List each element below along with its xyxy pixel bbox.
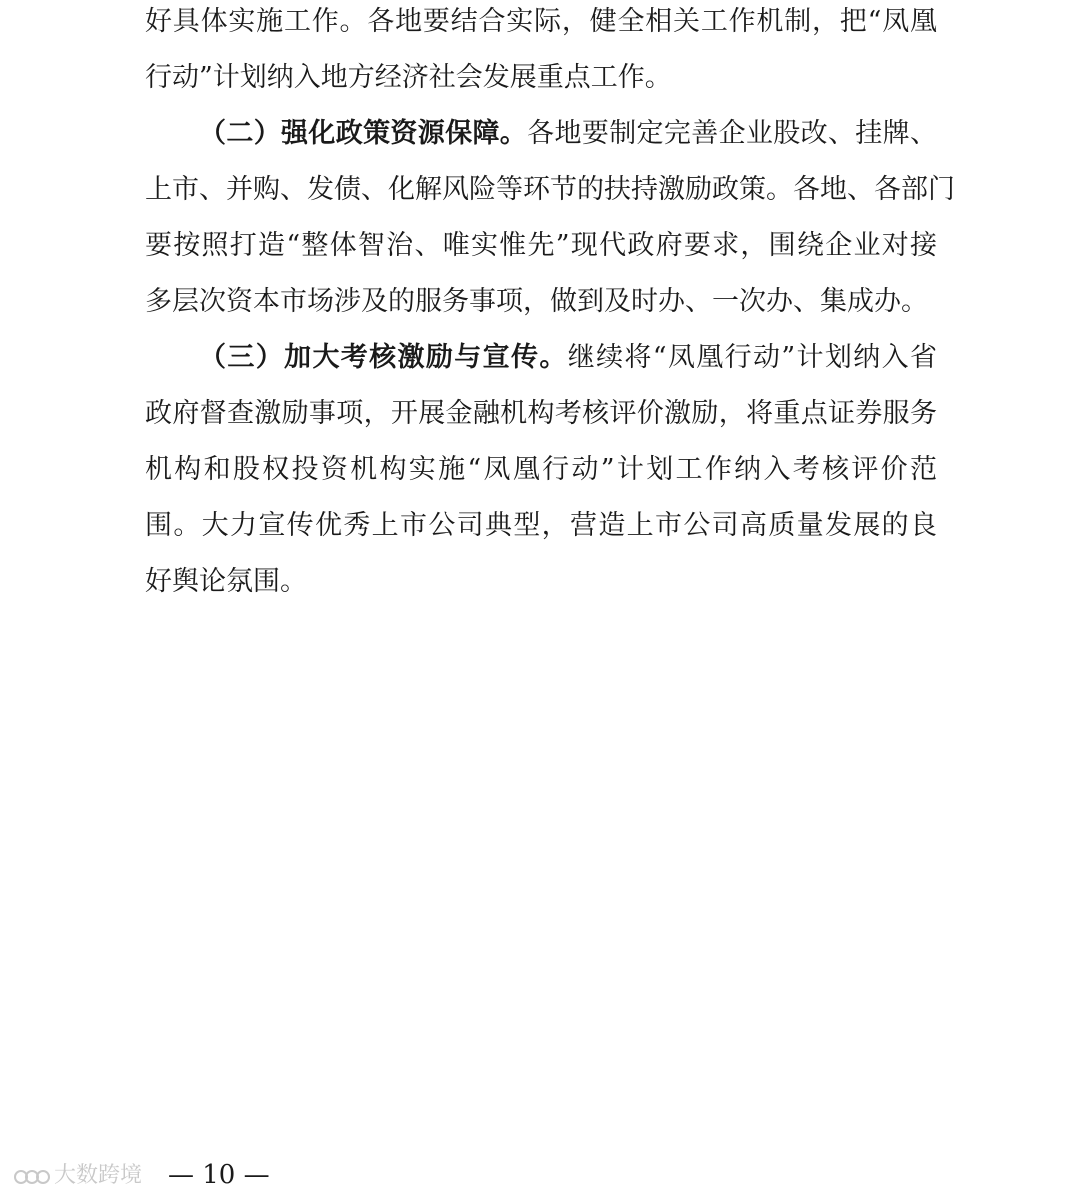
section-2-text: 各地要制定完善企业股改、挂牌、 — [527, 118, 938, 149]
body-line-11: 好舆论氛围。 — [145, 566, 307, 597]
body-line-9: 机构和股权投资机构实施“凤凰行动”计划工作纳入考核评价范 — [145, 454, 937, 485]
watermark — [14, 1162, 142, 1190]
body-line-5: 要按照打造“整体智治、唯实惟先”现代政府要求，围绕企业对接 — [145, 230, 937, 261]
section-2-heading: （二）强化政策资源保障。 — [199, 118, 528, 149]
body-line-8: 政府督查激励事项，开展金融机构考核评价激励，将重点证券服务 — [145, 398, 937, 429]
body-line-10: 围。大力宣传优秀上市公司典型，营造上市公司高质量发展的良 — [145, 510, 937, 541]
section-3-heading: （三）加大考核激励与宣传。 — [199, 342, 568, 373]
body-line-4: 上市、并购、发债、化解风险等环节的扶持激励政策。各地、各部门 — [145, 174, 955, 205]
body-line-6: 多层次资本市场涉及的服务事项，做到及时办、一次办、集成办。 — [145, 286, 928, 317]
section-2-first-line — [199, 116, 937, 152]
watermark-text: 大数跨境 — [54, 1163, 143, 1188]
section-3-first-line — [199, 340, 937, 376]
watermark-logo-icon — [14, 1164, 48, 1188]
section-3-text: 继续将“凤凰行动”计划纳入省 — [567, 342, 938, 373]
body-line-1: 好具体实施工作。各地要结合实际，健全相关工作机制，把“凤凰 — [145, 6, 937, 37]
body-line-2: 行动”计划纳入地方经济社会发展重点工作。 — [145, 62, 672, 93]
page-number: — 10 — — [168, 1160, 270, 1190]
